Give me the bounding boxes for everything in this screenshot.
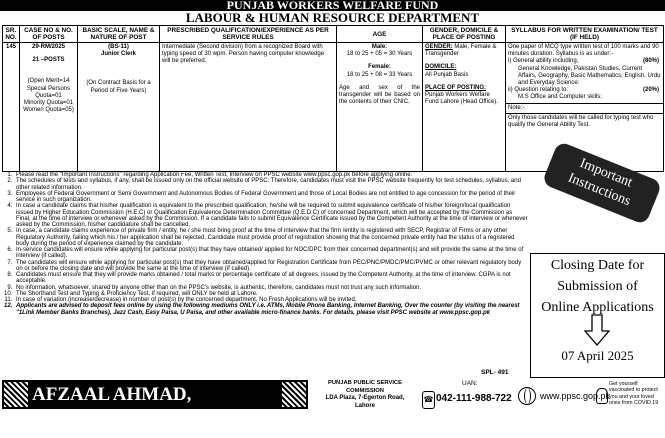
posting-label: PLACE OF POSTING: xyxy=(425,84,487,91)
covid-block xyxy=(596,380,664,410)
quota-special-count: Quota=01 xyxy=(35,92,62,99)
syllabus-i-marks: (80%) xyxy=(642,58,659,65)
quota-open: (Open Merit=14 xyxy=(27,78,70,85)
closing-date-box xyxy=(530,253,665,378)
posting-value: Punjab Workers Welfare Fund Lahore (Head Office). xyxy=(425,92,498,106)
ad-code: SPL- 491 xyxy=(481,369,509,376)
instruction-item: 9. No information, whatsoever, shared by anyone other than on the PPSC's website, is authentic, therefore, candidates must not trust any such information. xyxy=(14,285,528,291)
case-no: 29-RM/2025 xyxy=(31,44,66,50)
instruction-item: 4. In case a candidate claims that his/her qualification is equivalent to the prescribed qualification, he/she will be required to submit equivalence certificate of his/her foreign/local qualification issued by Higher Education Commission (H.E.C) or Qualification Equivalence Determination Committee (Q.E.D.C) of concerned Department, which will be accepted by the Commission as Final, at the time of interview or whenever asked by the Commission. If a candidate fails to submit Equivalence Certificate issued by the Competent Authority at the time of interview or whenever asked by the Commission, his/her candidature shall be cancelled. xyxy=(14,203,528,228)
phone-icon: ☎ xyxy=(422,391,435,409)
instructions xyxy=(4,172,528,316)
down-arrow-icon xyxy=(584,314,610,346)
syllabus-note-text: Only those candidates will be called for typing test who qualify the General Ability Test. xyxy=(508,114,654,129)
secretary-name: AFZAAL AHMAD, SECRETARY PPSC xyxy=(32,384,199,434)
instruction-item: 12. Applicants are advised to deposit fees online by using the following mediums ONLY i.e. ATMs, Mobile Phone Banking, Internet Banking, Over the counter (by visiting the nearest "1Link Member Banks Branches), Jazz Cash, Easy Paisa, U Paisa, and other available micro-finance banks. For details, please visit PPSC website at www.ppsc.gop.pk xyxy=(14,303,528,316)
instruction-item: 11. In case of variation (increase/decrease) in number of post(s) by the concerned department, No Fresh Applications will be invited. xyxy=(14,297,528,303)
instruction-item: 10. The Shorthand Test and Typing & Proficiency Test, if required, will ONLY be held at Lahore. xyxy=(14,291,528,297)
org-title: PUNJAB WORKERS WELFARE FUND xyxy=(0,0,665,11)
syllabus-ii-marks: (20%) xyxy=(642,87,659,94)
posts-count: 21 –POSTS xyxy=(32,57,65,64)
post-nature: (On Contract Basis for a Period of Five Years) xyxy=(86,80,151,94)
domicile-label: DOMICILE: xyxy=(425,64,457,71)
qualification-text: Intermediate (Second division) from a recognized Board with typing speed of 30 wpm. Person having computer knowledge will be preferred. xyxy=(160,43,337,172)
case-cell xyxy=(20,43,78,172)
instruction-item: 2. The schedules of tests and syllabus, if any, shall be issued only on the official website of PPSC. Therefore, candidates must visit the PPSC website frequently for test schedules, syllabus, and other related information. xyxy=(14,178,528,191)
commission-name: PUNJAB PUBLIC SERVICE COMMISSION xyxy=(328,380,402,394)
syllabus-note-label: Note:- xyxy=(508,104,525,111)
age-male: 18 to 25 + 05 = 30 Years xyxy=(346,51,413,58)
gender-value: Male, Female & Transgender xyxy=(425,44,497,58)
post-name: Junior Clerk xyxy=(100,51,136,58)
closing-line2: Submission of xyxy=(557,279,638,294)
col-syllabus: SYLLABUS FOR WRITTEN EXAMINATION/ TEST (IF HELD) xyxy=(506,26,664,43)
department-title: LABOUR & HUMAN RESOURCE DEPARTMENT xyxy=(185,10,480,25)
address-line2: Lahore xyxy=(354,402,375,409)
col-case: CASE NO & NO. OF POSTS xyxy=(20,26,78,43)
secretary-banner xyxy=(2,380,308,434)
globe-icon xyxy=(518,387,536,405)
gender-cell xyxy=(423,43,506,172)
gender-label: GENDER: xyxy=(425,44,453,50)
covid-text: Get yourself vaccinated to protect you and your loved ones from COVID 19 xyxy=(609,381,659,407)
closing-line3: Online Applications xyxy=(541,300,654,315)
website-block xyxy=(516,380,611,410)
instruction-item: 6. In-service candidates will ensure while applying for particular post(s) that they have obtained/ applied for NOC/DPC from their concerned department(s) and will provide the same at the time of interview (if called). xyxy=(14,247,528,260)
instruction-item: 3. Employees of Federal Government or Semi Government and Autonomous Bodies of Federal Government and those of Local Bodies are not entitled to age concession for the period of their service in such organization. xyxy=(14,191,528,204)
age-male-label: Male: xyxy=(371,44,388,50)
badge-text: Important Instructions xyxy=(565,155,635,210)
website-link[interactable]: www.ppsc.gop.pk xyxy=(540,391,611,401)
col-qualification: PRESCRIBED QUALIFICATION/EXPERIENCE AS PER SERVICE RULES xyxy=(160,26,337,43)
syllabus-intro: One paper of MCQ type written test of 100 marks and 90 minutes duration. Syllabus is as under:- xyxy=(508,44,659,58)
address-line1: LDA Plaza, 7-Egerton Road, xyxy=(325,395,405,401)
quota-minority: Minority Quota=01 xyxy=(23,100,74,107)
age-cell xyxy=(337,43,423,172)
quota-special: Special Persons xyxy=(26,85,71,92)
domicile-value: All Punjab Basis xyxy=(425,71,469,78)
basic-scale: (BS-11) xyxy=(108,44,129,50)
syllabus-i-label: i) General ability including, xyxy=(508,58,579,65)
instruction-item: 8. Candidates must ensure that they will provide marks obtained / total marks or percentage certificate of all degrees, issued by the Competent Authority, at the time of interview. CGPA is not acceptable. xyxy=(14,272,528,285)
syllabus-ii-text: M.S Office and Computer skills; xyxy=(518,94,602,101)
age-note: Age and sex of the transgender will be based on the contents of their CNIC. xyxy=(339,84,420,106)
closing-line1: Closing Date for xyxy=(550,258,645,273)
col-sr: SR. NO. xyxy=(3,26,20,43)
footer xyxy=(0,378,665,434)
table-header-row xyxy=(3,26,664,43)
vaccine-icon xyxy=(596,388,608,404)
age-female: 18 to 25 + 08 = 33 Years xyxy=(346,71,413,78)
uan-number: 042-111-988-722 xyxy=(436,393,512,404)
instruction-item: 5. In case, a candidate claims experience of private firm / entity, he / she must bring proof at the time of interview that the firm /entity is registered with SECP, Registrar of Firms or any other Regulatory Authority, failing which his / her application shall be rejected. Candidate must provide proof of registration showing that the concerned private entity had the status of a registered body during the period of experience claimed by the candidate. xyxy=(14,228,528,247)
uan-block xyxy=(420,380,512,410)
col-age: AGE xyxy=(337,26,423,43)
closing-date: 07 April 2025 xyxy=(561,348,634,363)
col-scale: BASIC SCALE, NAME & NATURE OF POST xyxy=(78,26,160,43)
syllabus-ii-label: ii) Question relating to: xyxy=(508,87,569,94)
age-female-label: Female: xyxy=(368,64,391,71)
sr-no: 145 xyxy=(3,43,20,172)
commission-address xyxy=(312,380,418,410)
instruction-item: 1. Please read the "Important Instructions" regarding Application Fee, Written Test, Interview on PPSC website www.ppsc.gop.pk before applying online. xyxy=(14,172,528,178)
instruction-item: 7. The candidates will ensure while applying for particular post(s) that they have obtained/applied for Registration Certificate from PEC/PNC/PMDC/PMC/PVMC or other relevant regulatory body on or before the closing date and will provide the same at the time of interview (if called). xyxy=(14,260,528,273)
scale-cell xyxy=(78,43,160,172)
quota-women: Women Quota=05) xyxy=(23,107,74,114)
syllabus-i-text: General Knowledge, Pakistan Studies, Current Affairs, Geography, Basic Mathematics, English, Urdu and Everyday Science: xyxy=(518,65,661,87)
col-gender: GENDER, DOMICILE & PLACE OF POSTING xyxy=(423,26,506,43)
uan-label: UAN: xyxy=(462,380,478,387)
